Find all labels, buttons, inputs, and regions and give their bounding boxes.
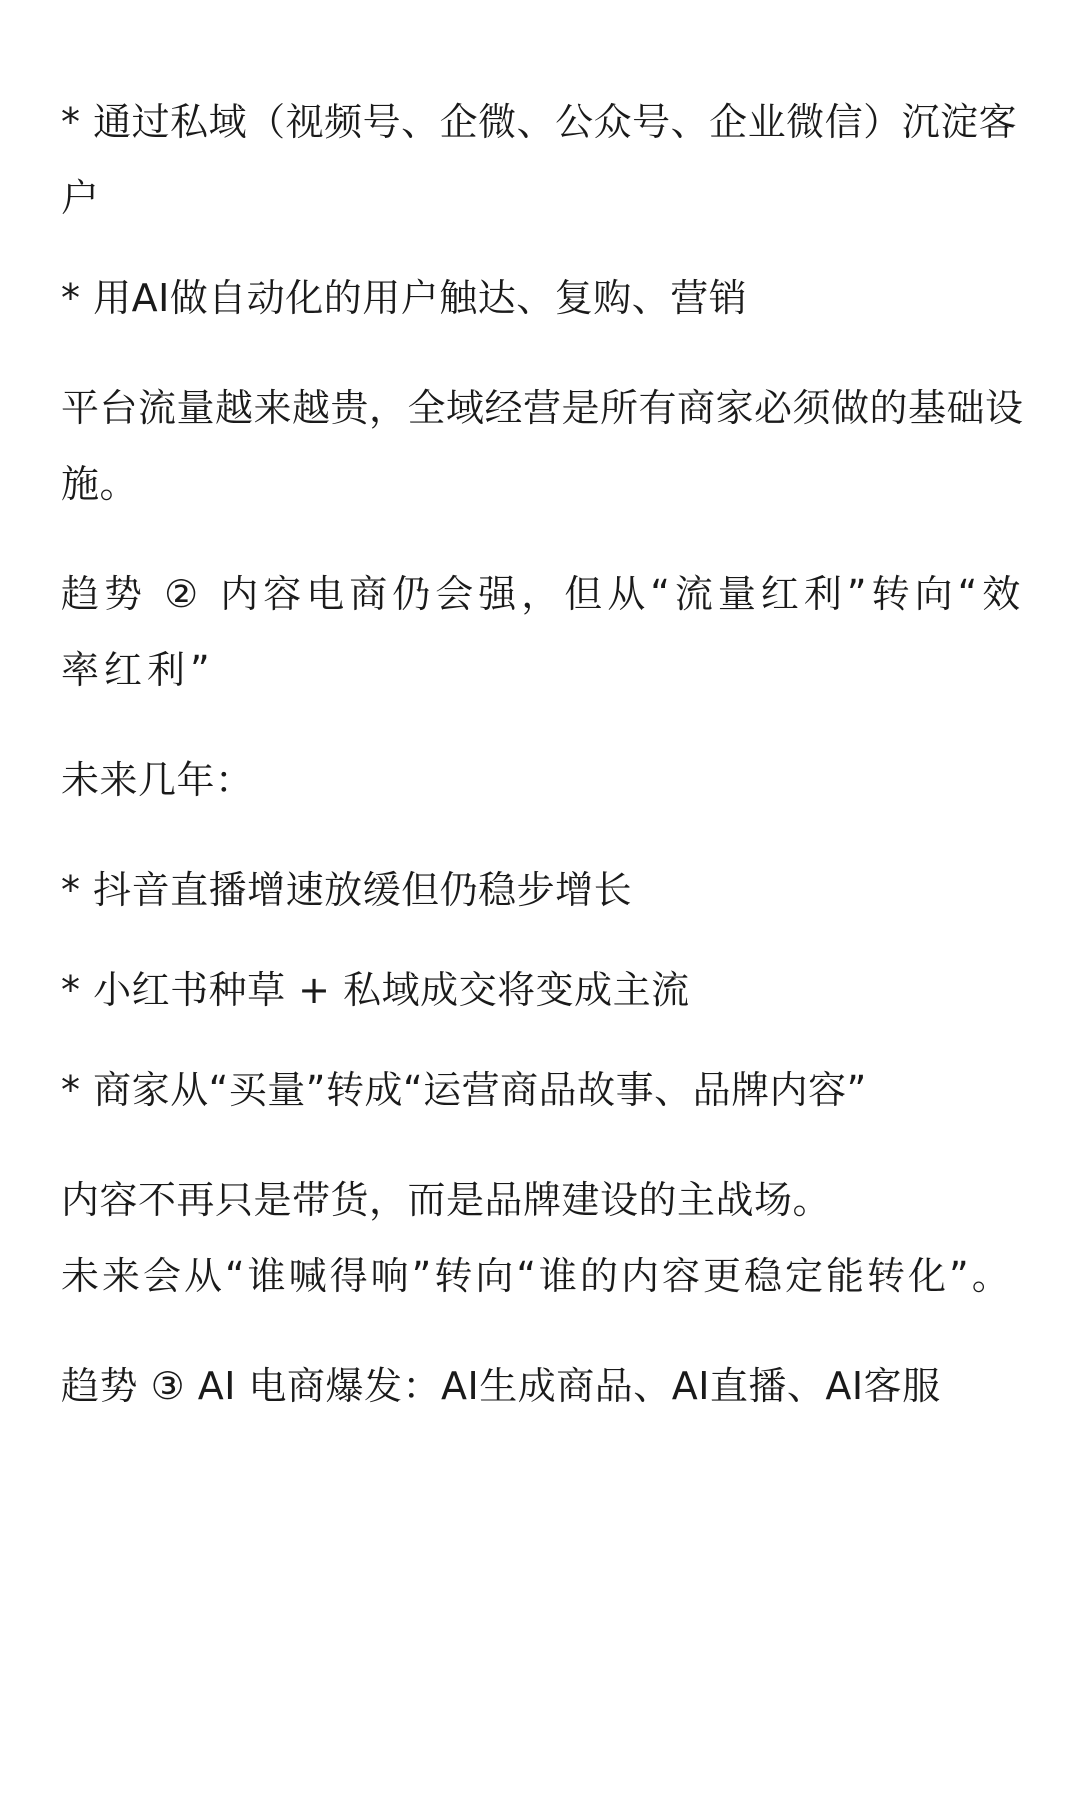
bullet-private-domain: * 通过私域（视频号、企微、公众号、企业微信）沉淀客户 [61, 100, 1018, 220]
paragraph-future-years: 未来几年： [61, 758, 254, 802]
bullet-xiaohongshu: * 小红书种草 + 私域成交将变成主流 [61, 968, 690, 1012]
heading-trend-3: 趋势 ③ AI 电商爆发：AI生成商品、AI直播、AI客服 [61, 1364, 941, 1408]
bullet-ai-automation: * 用AI做自动化的用户触达、复购、营销 [61, 276, 748, 320]
paragraph-omnichannel: 平台流量越来越贵，全域经营是所有商家必须做的基础设施。 [61, 386, 1024, 506]
paragraph-content-brand [61, 1162, 1027, 1314]
bullet-merchant-shift: * 商家从“买量”转成“运营商品故事、品牌内容” [61, 1068, 867, 1112]
content-brand-line-2: 未来会从“谁喊得响”转向“谁的内容更稳定能转化”。 [61, 1254, 1013, 1298]
heading-trend-2: 趋势 ② 内容电商仍会强，但从“流量红利”转向“效率红利” [61, 572, 1026, 692]
article-body [61, 84, 1027, 1424]
content-brand-line-1: 内容不再只是带货，而是品牌建设的主战场。 [61, 1178, 832, 1222]
bullet-douyin-live: * 抖音直播增速放缓但仍稳步增长 [61, 868, 633, 912]
